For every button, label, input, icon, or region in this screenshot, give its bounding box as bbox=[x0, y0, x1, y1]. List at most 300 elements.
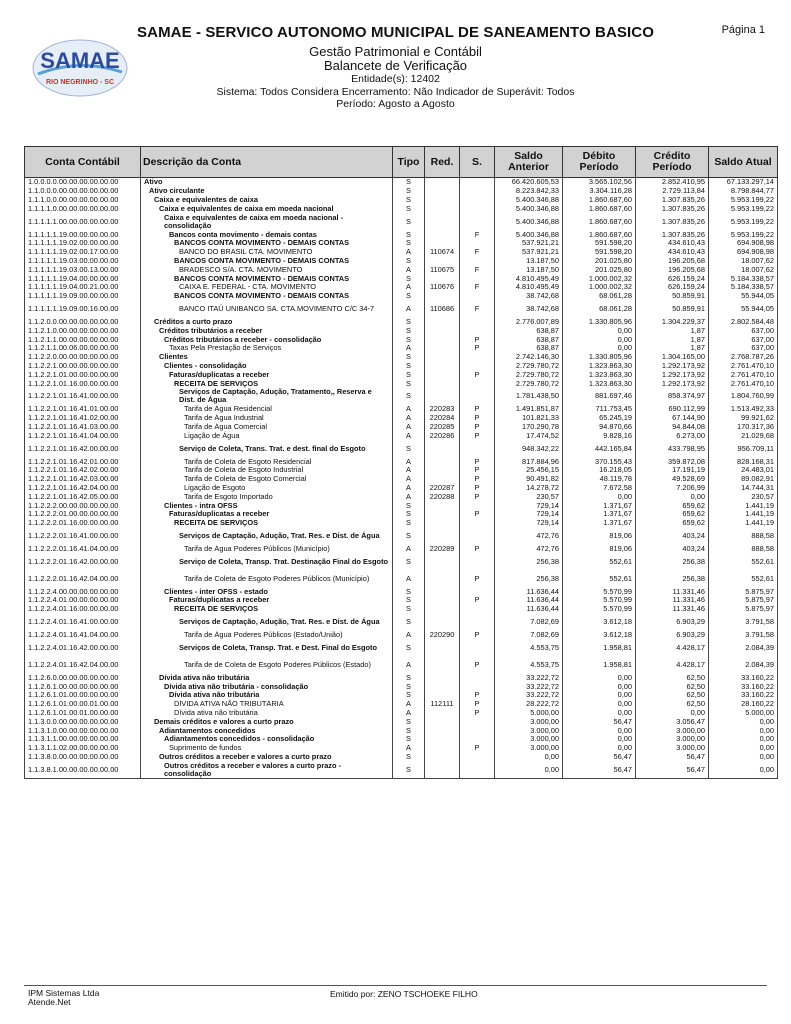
period-debit: 0,00 bbox=[563, 673, 636, 682]
account-code: 1.1.2.1.0.00.00.00.00.00.00 bbox=[25, 326, 141, 335]
previous-balance: 13.187,50 bbox=[495, 265, 563, 274]
account-description: Tarifa de Coleta de Esgoto Comercial bbox=[141, 475, 393, 484]
account-code: 1.1.2.2.4.01.16.42.04.00.00 bbox=[25, 656, 141, 673]
table-row bbox=[25, 326, 778, 335]
account-description: BRADESCO S/A. CTA. MOVIMENTO bbox=[141, 265, 393, 274]
reduced-code bbox=[425, 673, 460, 682]
account-description: Suprimento de fundos bbox=[141, 744, 393, 753]
account-type: S bbox=[393, 501, 425, 510]
previous-balance: 5.400.346,88 bbox=[495, 204, 563, 213]
previous-balance: 3.000,00 bbox=[495, 735, 563, 744]
reduced-code: 220288 bbox=[425, 492, 460, 501]
table-row bbox=[25, 178, 778, 187]
account-description: BANCOS CONTA MOVIMENTO - DEMAIS CONTAS bbox=[141, 257, 393, 266]
account-description: CAIXA E. FEDERAL - CTA. MOVIMENTO bbox=[141, 283, 393, 292]
s-flag: F bbox=[460, 301, 495, 318]
account-description: Taxas Pela Prestação de Serviços bbox=[141, 344, 393, 353]
table-row bbox=[25, 370, 778, 379]
previous-balance: 2.729.780,72 bbox=[495, 370, 563, 379]
s-flag bbox=[460, 213, 495, 230]
current-balance: 2.084,39 bbox=[709, 656, 778, 673]
previous-balance: 0,00 bbox=[495, 761, 563, 779]
current-balance: 3.791,58 bbox=[709, 631, 778, 640]
table-row bbox=[25, 510, 778, 519]
period-debit: 0,00 bbox=[563, 735, 636, 744]
account-type: S bbox=[393, 239, 425, 248]
period-debit: 201.025,80 bbox=[563, 257, 636, 266]
period-debit: 1.330.805,96 bbox=[563, 353, 636, 362]
account-type: A bbox=[393, 431, 425, 440]
account-code: 1.1.2.2.4.01.16.00.00.00.00 bbox=[25, 605, 141, 614]
current-balance: 230,57 bbox=[709, 492, 778, 501]
current-balance: 55.944,05 bbox=[709, 292, 778, 301]
reduced-code bbox=[425, 735, 460, 744]
account-code: 1.1.2.2.4.01.16.41.00.00.00 bbox=[25, 614, 141, 631]
s-flag: P bbox=[460, 744, 495, 753]
period-debit: 0,00 bbox=[563, 709, 636, 718]
account-code: 1.1.1.1.1.19.04.00.21.00.00 bbox=[25, 283, 141, 292]
account-description: Tarifa de Água Poderes Públicos (Estado/União) bbox=[141, 631, 393, 640]
account-description: Caixa e equivalentes de caixa bbox=[141, 196, 393, 205]
account-description: BANCO DO BRASIL CTA. MOVIMENTO bbox=[141, 248, 393, 257]
previous-balance: 638,87 bbox=[495, 344, 563, 353]
account-code: 1.1.2.2.1.01.16.41.04.00.00 bbox=[25, 431, 141, 440]
s-flag bbox=[460, 440, 495, 457]
previous-balance: 2.742.146,30 bbox=[495, 353, 563, 362]
reduced-code: 112111 bbox=[425, 700, 460, 709]
col-header-prev-balance: Saldo Anterior bbox=[495, 147, 563, 178]
table-row bbox=[25, 274, 778, 283]
reduced-code bbox=[425, 656, 460, 673]
account-code: 1.1.2.2.1.01.16.41.00.00.00 bbox=[25, 388, 141, 405]
table-row bbox=[25, 570, 778, 587]
table-row bbox=[25, 761, 778, 779]
account-type: A bbox=[393, 570, 425, 587]
previous-balance: 14.278,72 bbox=[495, 484, 563, 493]
period-debit: 68.061,28 bbox=[563, 292, 636, 301]
period-credit: 626.159,24 bbox=[636, 283, 709, 292]
reduced-code bbox=[425, 709, 460, 718]
account-description: Serviço de Coleta, Trans. Trat. e dest. final do Esgoto bbox=[141, 440, 393, 457]
report-entities: Entidade(s): 12402 bbox=[351, 73, 440, 85]
footer-company-name: IPM Sistemas Ltda bbox=[28, 988, 100, 998]
account-type: S bbox=[393, 528, 425, 545]
period-debit: 552,61 bbox=[563, 553, 636, 570]
s-flag: P bbox=[460, 484, 495, 493]
account-description: RECEITA DE SERVIÇOS bbox=[141, 379, 393, 388]
reduced-code bbox=[425, 605, 460, 614]
account-description: Serviços de Coleta, Transp. Trat. e Dest. Final do Esgoto bbox=[141, 639, 393, 656]
previous-balance: 13.187,50 bbox=[495, 257, 563, 266]
account-description: BANCOS CONTA MOVIMENTO - DEMAIS CONTAS bbox=[141, 292, 393, 301]
period-debit: 1.958,81 bbox=[563, 639, 636, 656]
report-system-filter: Sistema: Todos Considera Encerramento: Não Indicador de Superávit: Todos bbox=[216, 86, 575, 98]
s-flag: P bbox=[460, 709, 495, 718]
previous-balance: 729,14 bbox=[495, 519, 563, 528]
reduced-code bbox=[425, 587, 460, 596]
s-flag: F bbox=[460, 283, 495, 292]
s-flag bbox=[460, 239, 495, 248]
current-balance: 24.483,01 bbox=[709, 466, 778, 475]
reduced-code bbox=[425, 501, 460, 510]
account-type: S bbox=[393, 178, 425, 187]
previous-balance: 170.290,78 bbox=[495, 423, 563, 432]
reduced-code bbox=[425, 639, 460, 656]
period-debit: 0,00 bbox=[563, 344, 636, 353]
account-code: 1.1.3.1.0.00.00.00.00.00.00 bbox=[25, 726, 141, 735]
account-code: 1.0.0.0.0.00.00.00.00.00.00 bbox=[25, 178, 141, 187]
account-type: A bbox=[393, 301, 425, 318]
current-balance: 2.761.470,10 bbox=[709, 379, 778, 388]
s-flag: P bbox=[460, 370, 495, 379]
account-type: S bbox=[393, 257, 425, 266]
table-row bbox=[25, 656, 778, 673]
account-type: A bbox=[393, 492, 425, 501]
account-description: DÍVIDA ATIVA NÃO TRIBUTÁRIA bbox=[141, 700, 393, 709]
account-type: S bbox=[393, 753, 425, 762]
account-code: 1.1.2.2.1.01.16.42.01.00.00 bbox=[25, 457, 141, 466]
account-description: Tarifa de Água Comercial bbox=[141, 423, 393, 432]
table-row bbox=[25, 691, 778, 700]
previous-balance: 66.420.605,53 bbox=[495, 178, 563, 187]
s-flag bbox=[460, 605, 495, 614]
table-row bbox=[25, 596, 778, 605]
previous-balance: 3.000,00 bbox=[495, 717, 563, 726]
period-credit: 403,24 bbox=[636, 545, 709, 554]
account-description: Bancos conta movimento - demais contas bbox=[141, 230, 393, 239]
table-row bbox=[25, 292, 778, 301]
page-number: Página 1 bbox=[721, 24, 765, 36]
current-balance: 637,00 bbox=[709, 335, 778, 344]
table-row bbox=[25, 587, 778, 596]
previous-balance: 729,14 bbox=[495, 501, 563, 510]
account-code: 1.1.1.1.1.19.03.00.00.00.00 bbox=[25, 257, 141, 266]
account-type: S bbox=[393, 335, 425, 344]
previous-balance: 11.636,44 bbox=[495, 596, 563, 605]
svg-text:RIO NEGRINHO - SC: RIO NEGRINHO - SC bbox=[45, 79, 115, 86]
account-code: 1.1.2.6.1.01.00.00.00.00.00 bbox=[25, 691, 141, 700]
table-row bbox=[25, 717, 778, 726]
account-type: S bbox=[393, 614, 425, 631]
period-credit: 690.112,99 bbox=[636, 405, 709, 414]
s-flag: P bbox=[460, 344, 495, 353]
account-code: 1.1.2.2.4.00.00.00.00.00.00 bbox=[25, 587, 141, 596]
previous-balance: 948.342,22 bbox=[495, 440, 563, 457]
reduced-code bbox=[425, 230, 460, 239]
table-row bbox=[25, 379, 778, 388]
account-code: 1.1.3.8.1.00.00.00.00.00.00 bbox=[25, 761, 141, 779]
current-balance: 67.133.297,14 bbox=[709, 178, 778, 187]
s-flag bbox=[460, 614, 495, 631]
previous-balance: 4.810.495,49 bbox=[495, 274, 563, 283]
account-type: A bbox=[393, 631, 425, 640]
s-flag: P bbox=[460, 700, 495, 709]
period-credit: 3.000,00 bbox=[636, 726, 709, 735]
s-flag: P bbox=[460, 466, 495, 475]
account-description: Dívida ativa não tributária bbox=[141, 709, 393, 718]
period-credit: 1.307.835,26 bbox=[636, 230, 709, 239]
previous-balance: 5.000,00 bbox=[495, 709, 563, 718]
period-debit: 1.371,67 bbox=[563, 510, 636, 519]
s-flag bbox=[460, 717, 495, 726]
account-type: A bbox=[393, 414, 425, 423]
period-credit: 62,50 bbox=[636, 673, 709, 682]
period-credit: 56,47 bbox=[636, 761, 709, 779]
current-balance: 99.921,62 bbox=[709, 414, 778, 423]
current-balance: 694.908,98 bbox=[709, 248, 778, 257]
s-flag bbox=[460, 501, 495, 510]
account-type: A bbox=[393, 265, 425, 274]
previous-balance: 33.222,72 bbox=[495, 682, 563, 691]
period-credit: 256,38 bbox=[636, 553, 709, 570]
s-flag bbox=[460, 292, 495, 301]
reduced-code bbox=[425, 475, 460, 484]
previous-balance: 537.921,21 bbox=[495, 248, 563, 257]
table-row bbox=[25, 239, 778, 248]
account-code: 1.1.2.2.2.01.16.41.00.00.00 bbox=[25, 528, 141, 545]
table-row bbox=[25, 213, 778, 230]
s-flag: P bbox=[460, 510, 495, 519]
period-credit: 3.000,00 bbox=[636, 744, 709, 753]
account-description: Faturas/duplicatas a receber bbox=[141, 596, 393, 605]
s-flag bbox=[460, 379, 495, 388]
account-code: 1.1.2.1.1.00.06.00.00.00.00 bbox=[25, 344, 141, 353]
account-type: S bbox=[393, 196, 425, 205]
s-flag bbox=[460, 587, 495, 596]
s-flag bbox=[460, 204, 495, 213]
footer-divider bbox=[24, 985, 767, 986]
previous-balance: 1.491.851,87 bbox=[495, 405, 563, 414]
reduced-code bbox=[425, 519, 460, 528]
reduced-code bbox=[425, 691, 460, 700]
account-code: 1.1.2.2.1.01.16.42.03.00.00 bbox=[25, 475, 141, 484]
report-title: SAMAE - SERVICO AUTONOMO MUNICIPAL DE SANEAMENTO BASICO bbox=[137, 24, 654, 41]
period-credit: 11.331,46 bbox=[636, 605, 709, 614]
current-balance: 637,00 bbox=[709, 326, 778, 335]
table-row bbox=[25, 230, 778, 239]
reduced-code: 220283 bbox=[425, 405, 460, 414]
account-code: 1.1.2.2.1.01.16.42.05.00.00 bbox=[25, 492, 141, 501]
account-code: 1.1.3.1.1.02.00.00.00.00.00 bbox=[25, 744, 141, 753]
period-credit: 67.144,90 bbox=[636, 414, 709, 423]
account-code: 1.1.2.2.1.01.16.42.02.00.00 bbox=[25, 466, 141, 475]
period-credit: 17.191,19 bbox=[636, 466, 709, 475]
s-flag bbox=[460, 178, 495, 187]
period-debit: 0,00 bbox=[563, 700, 636, 709]
period-credit: 1.292.173,92 bbox=[636, 362, 709, 371]
previous-balance: 4.810.495,49 bbox=[495, 283, 563, 292]
account-description: Tarifa de Água Industrial bbox=[141, 414, 393, 423]
table-row bbox=[25, 344, 778, 353]
account-description: Adiantamentos concedidos - consolidação bbox=[141, 735, 393, 744]
current-balance: 170.317,36 bbox=[709, 423, 778, 432]
period-credit: 1.304.229,37 bbox=[636, 318, 709, 327]
period-debit: 0,00 bbox=[563, 744, 636, 753]
account-type: S bbox=[393, 440, 425, 457]
s-flag: P bbox=[460, 570, 495, 587]
period-debit: 0,00 bbox=[563, 335, 636, 344]
current-balance: 0,00 bbox=[709, 735, 778, 744]
table-row bbox=[25, 631, 778, 640]
period-credit: 1.307.835,26 bbox=[636, 196, 709, 205]
table-row bbox=[25, 335, 778, 344]
period-debit: 370.155,43 bbox=[563, 457, 636, 466]
table-row bbox=[25, 484, 778, 493]
reduced-code bbox=[425, 614, 460, 631]
account-code: 1.1.2.2.1.00.00.00.00.00.00 bbox=[25, 362, 141, 371]
period-debit: 1.860.687,60 bbox=[563, 230, 636, 239]
account-code: 1.1.1.1.1.19.00.00.00.00.00 bbox=[25, 230, 141, 239]
account-description: Serviço de Coleta, Transp. Trat. Destinação Final do Esgoto bbox=[141, 553, 393, 570]
period-credit: 6.903,29 bbox=[636, 631, 709, 640]
period-credit: 6.903,29 bbox=[636, 614, 709, 631]
reduced-code bbox=[425, 528, 460, 545]
table-row bbox=[25, 405, 778, 414]
account-description: Créditos a curto prazo bbox=[141, 318, 393, 327]
period-credit: 11.331,46 bbox=[636, 596, 709, 605]
period-credit: 626.159,24 bbox=[636, 274, 709, 283]
period-credit: 3.000,00 bbox=[636, 735, 709, 744]
current-balance: 5.184.338,57 bbox=[709, 274, 778, 283]
account-code: 1.1.2.2.1.01.16.41.01.00.00 bbox=[25, 405, 141, 414]
account-type: S bbox=[393, 735, 425, 744]
period-debit: 819,06 bbox=[563, 528, 636, 545]
table-row bbox=[25, 187, 778, 196]
account-type: S bbox=[393, 292, 425, 301]
period-debit: 3.612,18 bbox=[563, 631, 636, 640]
period-debit: 48.119,78 bbox=[563, 475, 636, 484]
previous-balance: 5.400.346,88 bbox=[495, 213, 563, 230]
table-row bbox=[25, 501, 778, 510]
current-balance: 552,61 bbox=[709, 570, 778, 587]
account-type: S bbox=[393, 587, 425, 596]
table-row bbox=[25, 519, 778, 528]
account-type: S bbox=[393, 691, 425, 700]
period-debit: 1.323.863,30 bbox=[563, 379, 636, 388]
current-balance: 0,00 bbox=[709, 717, 778, 726]
s-flag: P bbox=[460, 691, 495, 700]
period-credit: 1.307.835,26 bbox=[636, 204, 709, 213]
account-code: 1.1.2.6.1.01.00.01.00.00.00 bbox=[25, 709, 141, 718]
current-balance: 28.160,22 bbox=[709, 700, 778, 709]
footer-issued-by: Emitido por: ZENO TSCHOEKE FILHO bbox=[330, 989, 478, 999]
s-flag: F bbox=[460, 248, 495, 257]
reduced-code bbox=[425, 388, 460, 405]
current-balance: 14.744,31 bbox=[709, 484, 778, 493]
reduced-code bbox=[425, 466, 460, 475]
account-type: A bbox=[393, 466, 425, 475]
period-credit: 359.872,08 bbox=[636, 457, 709, 466]
previous-balance: 5.400.346,88 bbox=[495, 230, 563, 239]
account-type: S bbox=[393, 596, 425, 605]
s-flag bbox=[460, 553, 495, 570]
col-header-account: Conta Contábil bbox=[25, 147, 141, 178]
account-description: Caixa e equivalentes de caixa em moeda nacional - consolidação bbox=[141, 213, 393, 230]
account-description: Dívida ativa não tributária bbox=[141, 691, 393, 700]
previous-balance: 638,87 bbox=[495, 335, 563, 344]
account-type: S bbox=[393, 726, 425, 735]
period-debit: 3.304.116,28 bbox=[563, 187, 636, 196]
s-flag: P bbox=[460, 431, 495, 440]
current-balance: 552,61 bbox=[709, 553, 778, 570]
period-credit: 62,50 bbox=[636, 691, 709, 700]
current-balance: 0,00 bbox=[709, 761, 778, 779]
table-row bbox=[25, 700, 778, 709]
period-credit: 0,00 bbox=[636, 709, 709, 718]
previous-balance: 0,00 bbox=[495, 753, 563, 762]
reduced-code bbox=[425, 753, 460, 762]
current-balance: 8.798.844,77 bbox=[709, 187, 778, 196]
previous-balance: 17.474,52 bbox=[495, 431, 563, 440]
reduced-code bbox=[425, 362, 460, 371]
table-row bbox=[25, 492, 778, 501]
previous-balance: 638,87 bbox=[495, 326, 563, 335]
current-balance: 2.761.470,10 bbox=[709, 362, 778, 371]
previous-balance: 7.082,69 bbox=[495, 614, 563, 631]
period-credit: 659,62 bbox=[636, 519, 709, 528]
reduced-code: 110675 bbox=[425, 265, 460, 274]
account-type: A bbox=[393, 709, 425, 718]
account-code: 1.1.2.6.1.00.00.00.00.00.00 bbox=[25, 682, 141, 691]
account-type: S bbox=[393, 213, 425, 230]
period-debit: 442.165,84 bbox=[563, 440, 636, 457]
period-credit: 196.205,68 bbox=[636, 265, 709, 274]
account-description: Demais créditos e valores a curto prazo bbox=[141, 717, 393, 726]
account-code: 1.1.2.2.2.01.16.42.00.00.00 bbox=[25, 553, 141, 570]
reduced-code: 220284 bbox=[425, 414, 460, 423]
table-row bbox=[25, 726, 778, 735]
s-flag bbox=[460, 388, 495, 405]
period-debit: 591.598,20 bbox=[563, 248, 636, 257]
account-description: Clientes bbox=[141, 353, 393, 362]
reduced-code: 110686 bbox=[425, 301, 460, 318]
current-balance: 1.804.760,99 bbox=[709, 388, 778, 405]
s-flag bbox=[460, 726, 495, 735]
account-type: S bbox=[393, 379, 425, 388]
table-row bbox=[25, 709, 778, 718]
account-type: S bbox=[393, 761, 425, 779]
account-code: 1.1.1.1.1.19.02.00.00.00.00 bbox=[25, 239, 141, 248]
table-row bbox=[25, 440, 778, 457]
period-debit: 68.061,28 bbox=[563, 301, 636, 318]
table-header-row bbox=[25, 147, 778, 178]
period-credit: 50.859,91 bbox=[636, 292, 709, 301]
account-type: A bbox=[393, 344, 425, 353]
svg-text:SAMAE: SAMAE bbox=[40, 48, 120, 73]
table-row bbox=[25, 423, 778, 432]
period-debit: 0,00 bbox=[563, 726, 636, 735]
col-header-credit: Crédito Período bbox=[636, 147, 709, 178]
account-type: A bbox=[393, 248, 425, 257]
current-balance: 2.761.470,10 bbox=[709, 370, 778, 379]
current-balance: 888,58 bbox=[709, 528, 778, 545]
account-type: S bbox=[393, 230, 425, 239]
table-row bbox=[25, 457, 778, 466]
account-description: Clientes - inter OFSS - estado bbox=[141, 587, 393, 596]
account-code: 1.1.1.1.1.00.00.00.00.00.00 bbox=[25, 213, 141, 230]
period-debit: 552,61 bbox=[563, 570, 636, 587]
current-balance: 0,00 bbox=[709, 744, 778, 753]
reduced-code bbox=[425, 353, 460, 362]
period-debit: 65.245,19 bbox=[563, 414, 636, 423]
previous-balance: 1.781.438,50 bbox=[495, 388, 563, 405]
account-code: 1.1.2.2.1.01.00.00.00.00.00 bbox=[25, 370, 141, 379]
period-credit: 49.528,69 bbox=[636, 475, 709, 484]
s-flag: P bbox=[460, 414, 495, 423]
table-row bbox=[25, 605, 778, 614]
current-balance: 5.953.199,22 bbox=[709, 196, 778, 205]
period-debit: 1.323.863,30 bbox=[563, 370, 636, 379]
